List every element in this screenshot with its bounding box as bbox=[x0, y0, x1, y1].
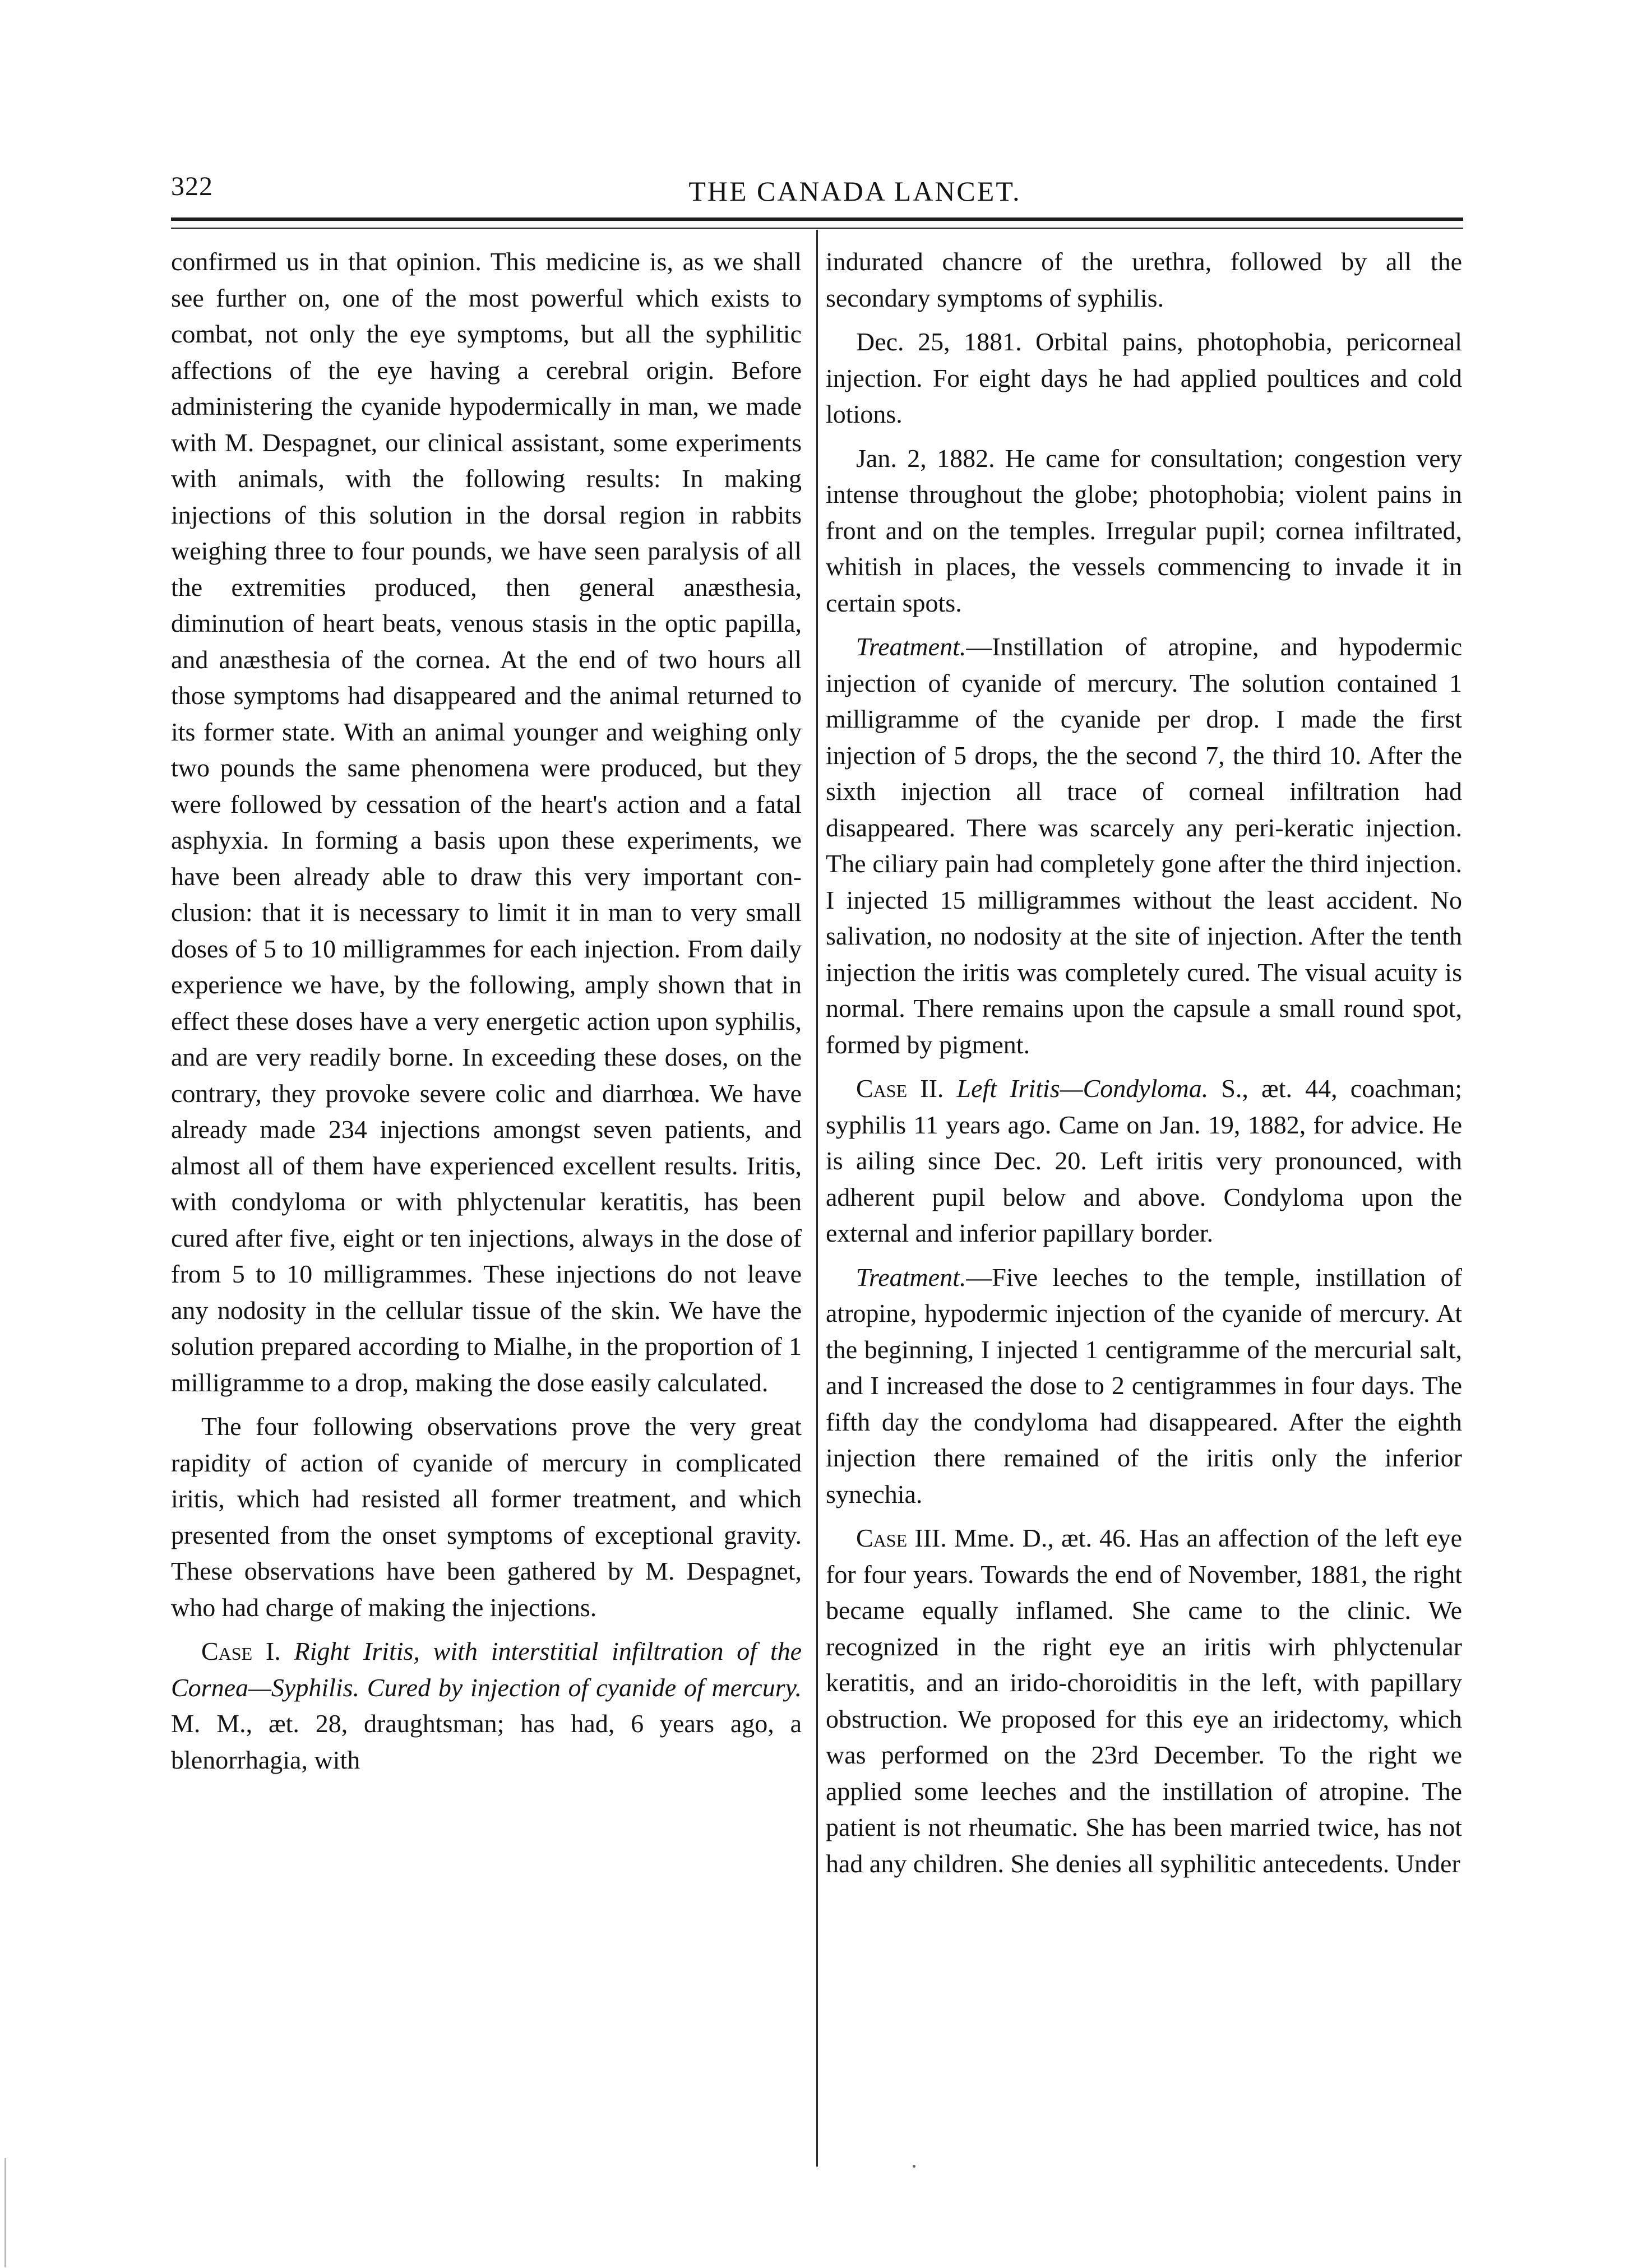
case-body: Mme. D., æt. 46. Has an affection of the left eye for four years. Towards the end of November, 1881, the right became equally inflamed. She came to the clinic. We recognized in the right eye an iritis wirh phlyctenular keratitis, and an irido-choroiditis in the left, with papillary obstruction. We proposed for this eye an iridectomy, which was performed on the 23rd December. To the right we applied some leeches and the instillation of atropine. The patient is not rheumatic. She has been married twice, has not had any children. She denies all syphilitic antecedents. Under bbox=[826, 1524, 1462, 1878]
case-body: M. M., æt. 28, draughtsman; has had, 6 years ago, a blenorrhagia, with bbox=[171, 1709, 802, 1774]
right-column bbox=[826, 244, 1462, 1890]
treatment-label: Treatment. bbox=[856, 632, 966, 661]
paragraph: Dec. 25, 1881. Orbital pains, photophobia, pericorneal injection. For eight days he had applied poultices and cold lotions. bbox=[826, 327, 1462, 428]
case-label: Case I. bbox=[201, 1637, 281, 1665]
paragraph: Jan. 2, 1882. He came for consultation; congestion very intense throughout the globe; photophobia; violent pains in front and on the temples. Irregular pupil; cornea infiltrated, whitish in places, the vessels commencing to invade it in certain spots. bbox=[826, 443, 1462, 617]
header-rule-thin bbox=[171, 228, 1463, 229]
running-head-title: THE CANADA LANCET. bbox=[688, 175, 1021, 207]
scan-edge-mark bbox=[4, 2158, 6, 2267]
case-label: Case II. bbox=[856, 1074, 944, 1103]
treatment-body: —Instillation of atropine, and hypodermic injection of cyanide of mercury. The solution contained 1 milligramme of the cyanide per drop. I made the first injection of 5 drops, the the second 7, the third 10. After the sixth injection all trace of corneal infiltration had disappeared. There was scarcely any peri-keratic injection. The ciliary pain had completely gone after the third injection. I injected 15 milligrammes without the least accident. No salivation, no nodosity at the site of injection. After the tenth injection the iritis was completely cured. The visual acuity is normal. There remains upon the capsule a small round spot, formed by pigment. bbox=[826, 632, 1462, 1059]
treatment-paragraph bbox=[826, 1260, 1462, 1513]
case-paragraph bbox=[826, 1071, 1462, 1252]
case-paragraph bbox=[171, 1633, 802, 1778]
paragraph: indurated chancre of the urethra, followed by all the secondary symptoms of syphilis. bbox=[826, 247, 1462, 312]
print-speck bbox=[913, 2165, 915, 2168]
paragraph: The four following observations prove the very great rapidity of action of cyanide of mercury in complicated iritis, which had resisted all former treatment, and which presented from the onset symptoms of exceptional gravity. These observations have been gathered by M. Despagnet, who had charge of making the injections. bbox=[171, 1412, 802, 1622]
treatment-body: —Five leeches to the temple, instillation of atropine, hypodermic injection of the cyanide of mercury. At the beginning, I injected 1 centigramme of the mercurial salt, and I increased the dose to 2 centigrammes in four days. The fifth day the condyloma had disappeared. After the eighth injection there remained of the iritis only the inferior synechia. bbox=[826, 1262, 1462, 1508]
treatment-label: Treatment. bbox=[856, 1262, 966, 1292]
case-label: Case III. bbox=[856, 1524, 947, 1552]
column-divider bbox=[816, 230, 818, 2167]
case-title: Right Iritis, with interstitial infiltration of the Cornea—Syphilis. Cured by injection of cyanide of mercury. bbox=[171, 1637, 802, 1702]
left-column bbox=[171, 244, 802, 1786]
paragraph: confirmed us in that opinion. This medicine is, as we shall see further on, one of the most powerful which exists to combat, not only the eye symptoms, but all the syphilitic affections of the eye having a cerebral origin. Before administering the cyanide hypodermically in man, we made with M. Despagnet, our clinical assistant, some experiments with animals, with the following results: In making injections of this solution in the dorsal region in rabbits weighing three to four pounds, we have seen paralysis of all the extremities produced, then general anæsthesia, diminution of heart beats, venous stasis in the optic papilla, and anæsthesia of the cornea. At the end of two hours all those symptoms had disappeared and the animal returned to its former state. With an animal younger and weighing only two pounds the same phenomena were produced, but they were followed by cessation of the heart's action and a fatal asphyxia. In forming a basis upon these experiments, we have been already able to draw this very important conclusion: that it is necessary to limit it in man to very small doses of 5 to 10 milligrammes for each injection. From daily experience we have, by the following, amply shown that in effect these doses have a very energetic action upon syphilis, and are very readily borne. In exceeding these doses, on the contrary, they provoke severe colic and diarrhœa. We have already made 234 injections amongst seven patients, and almost all of them have experienced excellent results. Iritis, with condyloma or with phlyctenular keratitis, has been cured after five, eight or ten injections, always in the dose of from 5 to 10 milligrammes. These injections do not leave any nodosity in the cellular tissue of the skin. We have the solution prepared according to Mialhe, in the proportion of 1 milligramme to a drop, making the dose easily calculated. bbox=[171, 247, 802, 1397]
treatment-paragraph bbox=[826, 629, 1462, 1063]
case-paragraph bbox=[826, 1520, 1462, 1882]
case-body: S., æt. 44, coachman; syphilis 11 years ago. Came on Jan. 19, 1882, for advice. He is ailing since Dec. 20. Left iritis very pronounced, with adherent pupil below and above. Condyloma upon the external and inferior papillary border. bbox=[826, 1074, 1462, 1247]
page-number: 322 bbox=[171, 172, 213, 201]
header-rule-thick bbox=[171, 217, 1463, 221]
case-title: Left Iritis—Condyloma. bbox=[956, 1074, 1209, 1103]
